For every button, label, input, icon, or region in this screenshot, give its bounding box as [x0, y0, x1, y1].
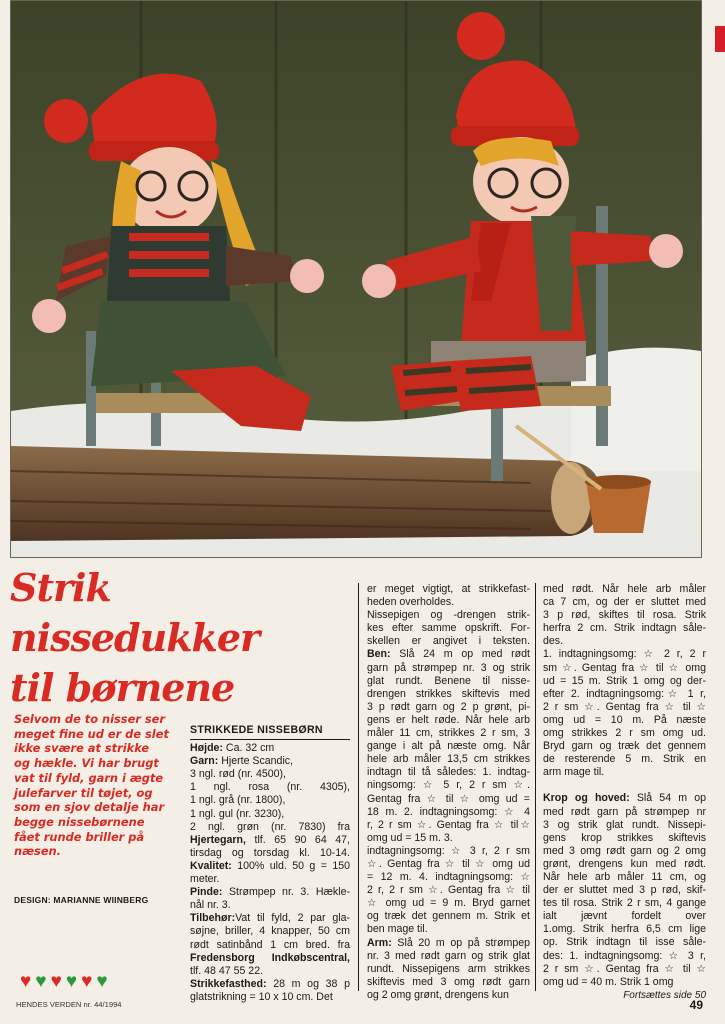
text-line: gens krop strikkes skiftevis [543, 831, 706, 844]
article-title-line-2: til børnene [10, 665, 235, 710]
text-line: 3 p rød, skiftes til rosa. Strik [543, 609, 706, 622]
text-line: søjne, briller, 4 knapper, 50 cm [190, 925, 350, 938]
pattern-heading: STRIKKEDE NISSEBØRN [190, 724, 350, 740]
text-line: Hjertegarn, tlf. 65 90 64 47, [190, 833, 350, 846]
text-line: ☆. Gentag fra ☆ til ☆ omg ud [367, 857, 530, 870]
heart-green-icon: ♥ [96, 971, 108, 992]
text-line: skellen er angivet i teksten. [367, 635, 530, 648]
text-line: meter. [190, 873, 220, 886]
text-line: ningsomg: ☆ 5 r, 2 r sm ☆. [367, 779, 530, 792]
text-line: glatstrikning = 10 x 10 cm. Det [190, 990, 333, 1003]
text-line: gens er helt røde. Når hele arb [367, 713, 530, 726]
text-line: 1 ngl. rosa (nr. 4305), [190, 781, 350, 794]
text-line: Pinde: Strømpep nr. 3. Hækle- [190, 886, 350, 899]
text-line: omg ud = 15 m. 3. [367, 831, 453, 844]
text-line: omg strikkes 2 r sm omg ud. [543, 727, 706, 740]
intro-line: fået runde briller på [14, 829, 145, 844]
text-line: des: 1. indtagningsomg: ☆ 3 r, [543, 949, 706, 962]
article-intro [14, 712, 186, 859]
page-number: 49 [689, 998, 703, 1012]
text-line: 1 ngl. gul (nr. 3230), [190, 807, 285, 820]
design-credit: DESIGN: MARIANNE WIINBERG [14, 895, 149, 905]
intro-line: ikke svære at strikke [14, 741, 150, 756]
text-line: Fredensborg Indkøbscentral, [190, 951, 350, 964]
text-line: 18 m. 2. indtagningsomg: ☆ 4 [367, 805, 530, 818]
text-line: op. Strik indtagn til isse såle- [543, 936, 706, 949]
text-line: nr. 3 med rødt garn og strik glat [367, 949, 530, 962]
text-line: omg ud = 10 m. På næste [543, 713, 706, 726]
pattern-materials-column [190, 724, 350, 1004]
text-line: Gentag fra ☆ til ☆ omg ud = [367, 792, 530, 805]
text-line: drengen strikkes skiftevis med [367, 687, 530, 700]
text-line: 2 r, 2 r sm ☆. Gentag fra ☆ til [367, 884, 530, 897]
instructions-lines [367, 583, 530, 1002]
heart-red-icon: ♥ [81, 971, 93, 992]
text-line: indtagn til tå således: 1. indtag- [367, 766, 530, 779]
text-line: herfra 2 cm. Strik indtagn såle- [543, 622, 706, 635]
text-line: der er sluttet med 3 p rød, skif- [543, 884, 706, 897]
text-line [543, 779, 706, 792]
text-line: måler 11 cm, strikkes 2 r sm, 3 [367, 727, 530, 740]
text-line: skiftevis med 3 omg rødt garn [367, 975, 530, 988]
text-line: r, 2 r sm ☆. Gentag fra ☆ til☆ [367, 818, 530, 831]
text-line: omg ud = 40 m. Strik 1 omg [543, 975, 674, 988]
text-line: Strikkefasthed: 28 m og 38 p [190, 977, 350, 990]
intro-line: Selvom de to nisser ser [14, 712, 166, 726]
text-line: indtagningsomg: ☆ 3 r, 2 r sm [367, 844, 530, 857]
text-line: hele arb måler 13,5 cm strikkes [367, 753, 530, 766]
text-line: gange i alt på næste omg. Når [367, 740, 530, 753]
text-line: 2 r sm ☆. Gentag fra ☆ til ☆ [543, 962, 706, 975]
text-line: med rødt. Når hele arb måler [543, 583, 706, 595]
instructions-lines [543, 583, 706, 989]
text-line: 3 og strik glat rundt. Nissepi- [543, 818, 706, 831]
text-line: ud = 15 m. Strik 1 omg og der- [543, 674, 706, 687]
text-line: Bryd garn og træk det gennem [543, 740, 706, 753]
text-line: 2 r sm ☆. Gentag fra ☆ til ☆ [543, 700, 706, 713]
corner-color-mark [715, 26, 725, 52]
text-line: rundt. Nissepigens arm strikkes [367, 962, 530, 975]
text-line: med rødt garn på strømpep nr [543, 805, 706, 818]
heart-red-icon: ♥ [20, 971, 32, 992]
text-line: Højde: Ca. 32 cm [190, 742, 275, 755]
intro-line: og hækle. Vi har brugt [14, 756, 159, 771]
text-line: des. [543, 635, 564, 648]
text-line: ialt jævnt fordelt over [543, 910, 706, 923]
text-line: ca 7 cm, og der er sluttet med [543, 596, 706, 609]
text-line: Nissepigen og -drengen strik- [367, 609, 530, 622]
column-divider [358, 583, 359, 991]
text-line: de resterende 5 m. Strik en [543, 753, 706, 766]
instructions-column-1 [367, 583, 530, 1002]
instructions-column-2 [543, 583, 706, 1002]
text-line: grønt, drengens kun med rødt. [543, 857, 706, 870]
text-line: 2 ngl. grøn (nr. 7830) fra [190, 820, 350, 833]
text-line: og træk det gennem m. Strik et [367, 910, 530, 923]
text-line: 3 ngl. rød (nr. 4500), [190, 768, 286, 781]
text-line: Kvalitet: 100% uld. 50 g = 150 [190, 859, 350, 872]
text-line: kes efter samme opskrift. For- [367, 622, 530, 635]
text-line: Krop og hoved: Slå 54 m op [543, 792, 706, 805]
text-line: tes til rosa. Strik 2 r sm, 4 gange [543, 897, 706, 910]
text-line: Garn: Hjerte Scandic, [190, 755, 294, 768]
heart-green-icon: ♥ [35, 971, 47, 992]
continued-note: Fortsættes side 50 [623, 989, 706, 1001]
text-line: er meget vigtigt, at strikkefast- [367, 583, 530, 595]
text-line: heden overholdes. [367, 596, 455, 609]
text-line: sm ☆. Gentag fra ☆ til ☆ omg [543, 661, 706, 674]
intro-line: som en sjov detalje har [14, 800, 165, 815]
text-line: efter 2. indtagningsomg:☆ 1 r, [543, 687, 706, 700]
text-line: garn på strømpep nr. 3 og strik [367, 661, 530, 674]
intro-line: vat til fyld, garn i ægte [14, 770, 164, 785]
text-line: nål nr. 3. [190, 899, 231, 912]
intro-line: begge nissebørnene [14, 814, 145, 829]
text-line: ☆ omg ud = 9 m. Bryd garnet [367, 897, 530, 910]
text-line: rødt satinbånd 1 cm bred. fra [190, 938, 350, 951]
intro-line: meget fine ud er de slet [14, 726, 169, 741]
article-title-line-1: Strik nissedukker [10, 565, 260, 660]
text-line: 1. indtagningsomg: ☆ 2 r, 2 r [543, 648, 706, 661]
text-line: 1 ngl. grå (nr. 1800), [190, 794, 286, 807]
knitted-dolls-photo [10, 0, 702, 558]
text-line: glat rundt. Benene til nisse- [367, 674, 530, 687]
materials-lines [190, 742, 350, 1004]
text-line: ben mage til. [367, 923, 428, 936]
text-line: 1.omg. Strik herfra 6,5 cm lige [543, 923, 706, 936]
magazine-issue: HENDES VERDEN nr. 44/1994 [16, 1000, 122, 1009]
heart-row [20, 972, 108, 992]
text-line: 3 p rødt garn og 2 p grønt, pi- [367, 700, 530, 713]
text-line: Arm: Slå 20 m op på strømpep [367, 936, 530, 949]
intro-line: næsen. [14, 844, 61, 859]
text-line: og 2 omg grønt, drengens kun [367, 988, 509, 1001]
article-title [10, 563, 360, 713]
heart-green-icon: ♥ [65, 971, 78, 992]
text-line: Ben: Slå 24 m op med rødt [367, 648, 530, 661]
text-line: arm mage til. [543, 766, 605, 779]
intro-line: julefarver til tøjet, og [14, 785, 153, 800]
text-line: = 12 m. 4. indtagningsomg: ☆ [367, 871, 530, 884]
text-line: tlf. 48 47 55 22. [190, 964, 264, 977]
heart-red-icon: ♥ [50, 971, 62, 992]
text-line: Tilbehør:Vat til fyld, 2 par gla- [190, 912, 350, 925]
knitted-dolls-photo-icon [11, 1, 701, 557]
text-line: tirsdag og torsdag kl. 10-14. [190, 846, 350, 859]
text-line: Når hele arb måler 11 cm, og [543, 870, 706, 883]
column-divider [535, 583, 536, 991]
text-line: med 3 omg rødt garn og 2 omg [543, 844, 706, 857]
